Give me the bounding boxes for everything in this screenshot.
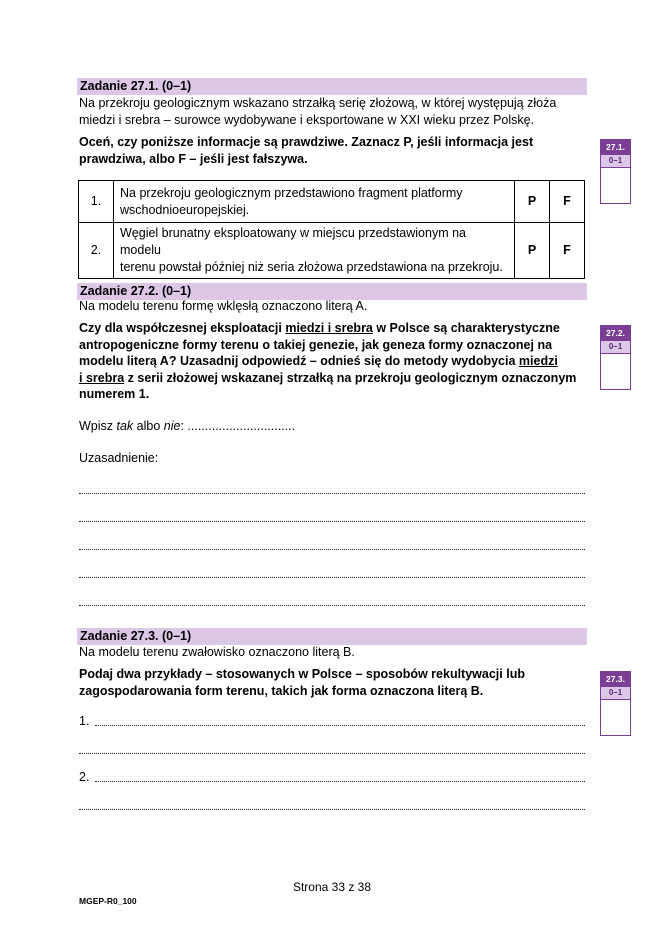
answer-f[interactable]: F bbox=[550, 181, 585, 223]
question-line: numerem 1. bbox=[79, 387, 150, 401]
answer-line[interactable] bbox=[79, 548, 585, 550]
task-27-1-header: Zadanie 27.1. (0–1) bbox=[77, 78, 587, 95]
score-range: 0–1 bbox=[601, 154, 630, 168]
item-number: 2. bbox=[79, 770, 90, 784]
dotted-fill bbox=[95, 725, 585, 726]
intro-line: Na przekroju geologicznym wskazano strzałką serię złożową, w której występują złoża bbox=[79, 96, 557, 110]
task-27-2-question bbox=[79, 320, 589, 403]
answer-line-2[interactable] bbox=[79, 770, 585, 784]
statement bbox=[114, 181, 515, 223]
answer-line[interactable] bbox=[79, 604, 585, 606]
text: nie bbox=[163, 419, 181, 433]
justification-label: Uzasadnienie: bbox=[79, 451, 159, 465]
question-line bbox=[79, 320, 589, 337]
statement-line: terenu powstał później niż seria złożowa przedstawiona na przekroju. bbox=[120, 260, 503, 274]
table-row bbox=[79, 223, 585, 279]
statement bbox=[114, 223, 515, 279]
score-range: 0–1 bbox=[601, 686, 630, 700]
answer-dots: : ............................... bbox=[180, 419, 296, 433]
text: w Polsce są charakterystyczne bbox=[372, 321, 560, 335]
score-box-27-2 bbox=[600, 325, 631, 390]
answer-line[interactable] bbox=[79, 576, 585, 578]
text: modelu literą A? Uzasadnij odpowiedź – odnieś się do metody wydobycia bbox=[79, 354, 519, 368]
answer-f[interactable]: F bbox=[550, 223, 585, 279]
text: z serii złożowej wskazanej strzałką na przekroju geologicznym oznaczonym bbox=[124, 370, 577, 385]
score-range: 0–1 bbox=[601, 340, 630, 354]
text: tak bbox=[116, 419, 134, 433]
text: albo bbox=[133, 419, 164, 433]
question-line bbox=[79, 370, 589, 387]
true-false-table bbox=[78, 180, 585, 279]
score-field[interactable] bbox=[601, 168, 630, 203]
answer-tak-nie[interactable] bbox=[79, 418, 589, 435]
task-27-3-header: Zadanie 27.3. (0–1) bbox=[77, 628, 587, 645]
instruction-line: prawdziwa, albo F – jeśli jest fałszywa. bbox=[79, 152, 308, 166]
score-label: 27.1. bbox=[601, 140, 630, 154]
row-number: 2. bbox=[79, 223, 114, 279]
score-label: 27.2. bbox=[601, 326, 630, 340]
statement-line: Na przekroju geologicznym przedstawiono fragment platformy bbox=[120, 185, 463, 200]
task-27-3-instruction bbox=[79, 666, 589, 700]
answer-p[interactable]: P bbox=[515, 223, 550, 279]
text: Wpisz bbox=[79, 419, 117, 433]
task-27-2-intro: Na modelu terenu formę wklęsłą oznaczono literą A. bbox=[79, 299, 368, 313]
underlined-text: miedzi i srebra bbox=[285, 321, 373, 335]
row-number: 1. bbox=[79, 181, 114, 223]
score-field[interactable] bbox=[601, 354, 630, 389]
score-field[interactable] bbox=[601, 700, 630, 735]
instruction-line: Oceń, czy poniższe informacje są prawdziwe. Zaznacz P, jeśli informacja jest bbox=[79, 135, 534, 149]
answer-line-1[interactable] bbox=[79, 714, 585, 728]
question-line: antropogeniczne formy terenu o takiej genezie, jak geneza formy oznaczonej na bbox=[79, 337, 553, 352]
instruction-line: Podaj dwa przykłady – stosowanych w Polsce – sposobów rekultywacji lub bbox=[79, 667, 525, 681]
instruction-line: zagospodarowania form terenu, takich jak forma oznaczona literą B. bbox=[79, 684, 484, 698]
table-row bbox=[79, 181, 585, 223]
answer-p[interactable]: P bbox=[515, 181, 550, 223]
exam-code: MGEP-R0_100 bbox=[79, 896, 137, 906]
answer-line[interactable] bbox=[79, 520, 585, 522]
score-box-27-1 bbox=[600, 139, 631, 204]
answer-line[interactable] bbox=[79, 492, 585, 494]
task-27-1-instruction bbox=[79, 134, 589, 168]
item-number: 1. bbox=[79, 714, 90, 728]
score-box-27-3 bbox=[600, 671, 631, 736]
answer-line[interactable] bbox=[79, 752, 585, 754]
task-27-1-intro bbox=[79, 95, 589, 129]
underlined-text: miedzi bbox=[518, 354, 558, 368]
task-27-2-header: Zadanie 27.2. (0–1) bbox=[77, 283, 587, 300]
statement-line: wschodnioeuropejskiej. bbox=[120, 202, 250, 217]
intro-line: miedzi i srebra – surowce wydobywane i eksportowane w XXI wieku przez Polskę. bbox=[79, 113, 535, 127]
underlined-text: i srebra bbox=[79, 370, 125, 385]
score-label: 27.3. bbox=[601, 672, 630, 686]
page-number: Strona 33 z 38 bbox=[292, 880, 372, 894]
task-27-3-intro: Na modelu terenu zwałowisko oznaczono literą B. bbox=[79, 645, 355, 659]
question-line bbox=[79, 353, 589, 370]
text: Czy dla współczesnej eksploatacji bbox=[79, 321, 286, 335]
answer-line[interactable] bbox=[79, 808, 585, 810]
dotted-fill bbox=[95, 781, 585, 782]
statement-line: Węgiel brunatny eksploatowany w miejscu przedstawionym na modelu bbox=[120, 226, 466, 257]
